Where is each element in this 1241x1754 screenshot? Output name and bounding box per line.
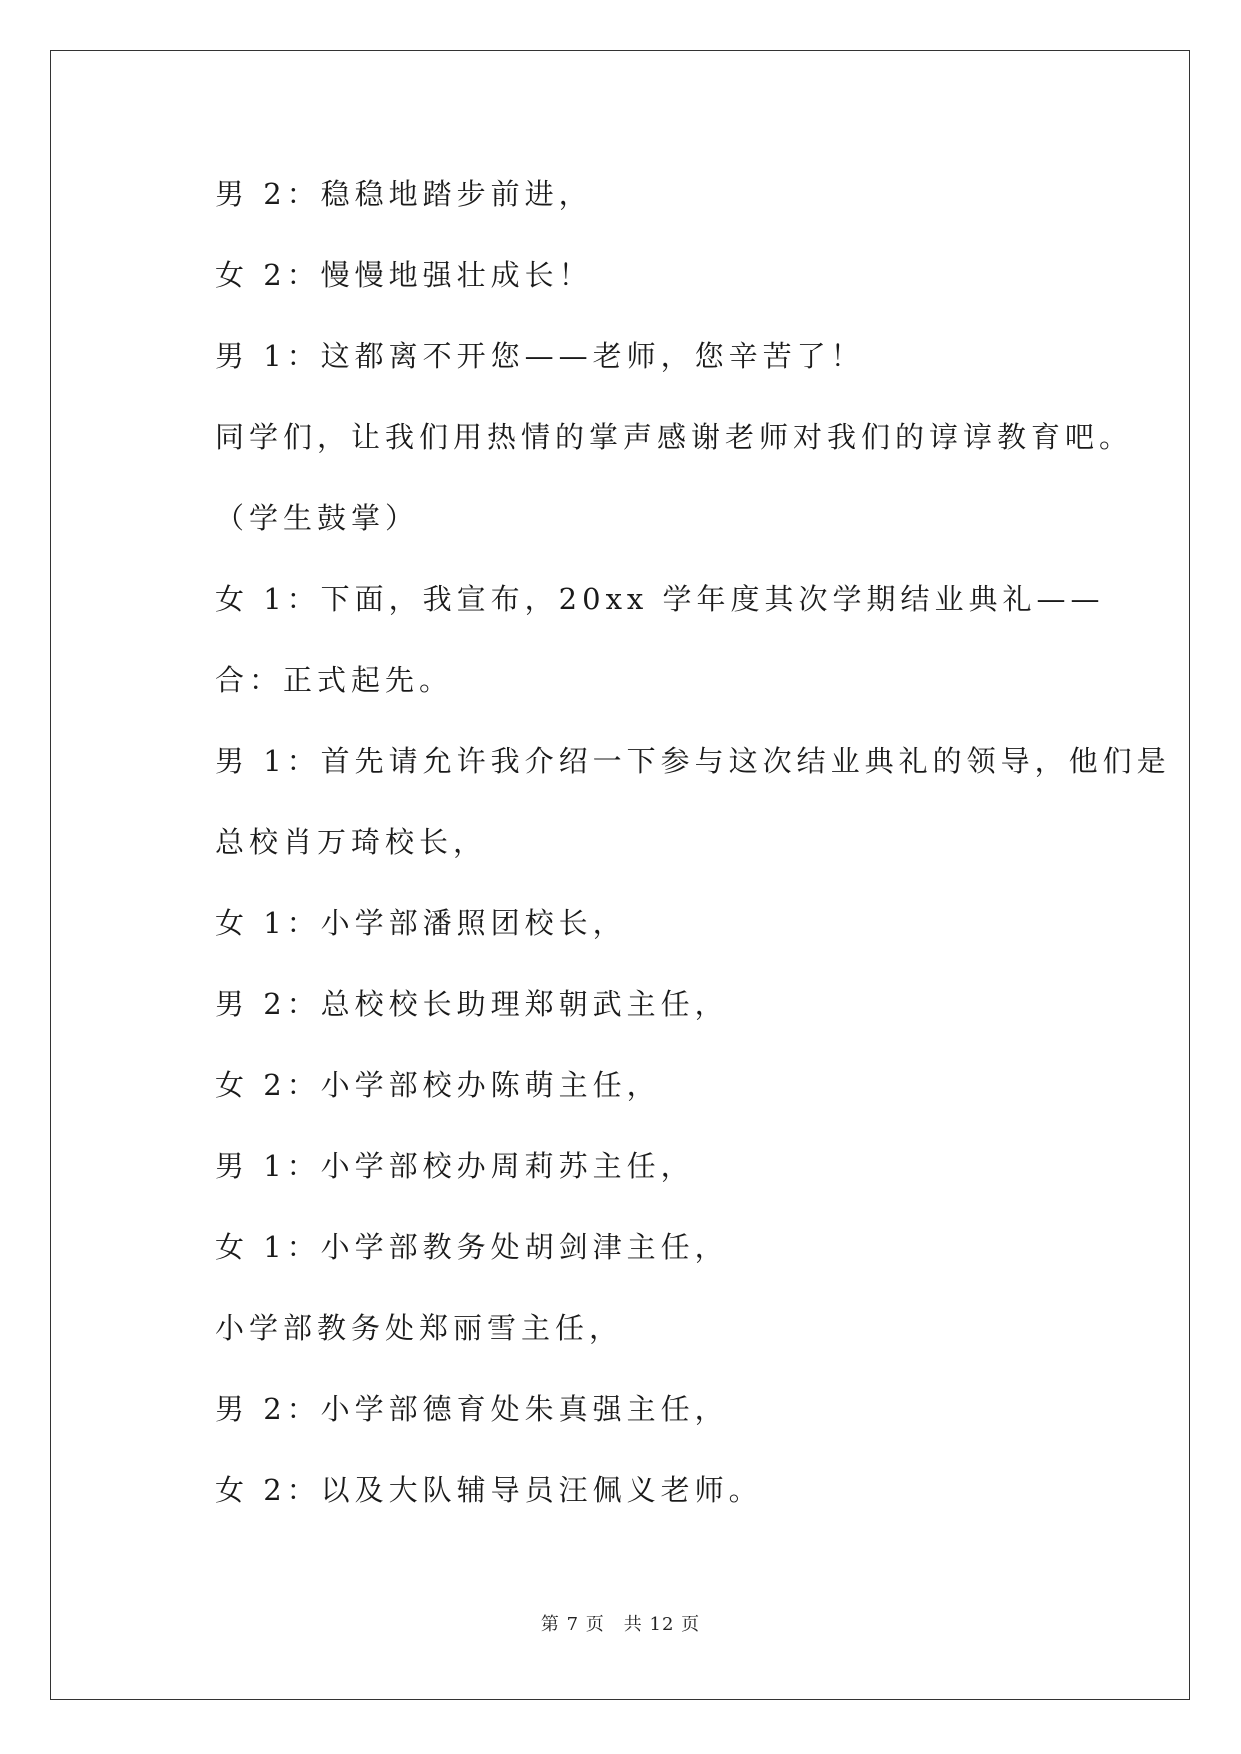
text-line: 男 1：这都离不开您——老师，您辛苦了！ — [215, 339, 865, 373]
text-line: 合：正式起先。 — [215, 663, 454, 697]
text-line: 男 2：稳稳地踏步前进， — [215, 177, 593, 211]
text-line: 女 1：小学部教务处胡剑津主任， — [215, 1230, 729, 1264]
document-body — [215, 165, 1171, 1542]
text-line: 男 2：总校校长助理郑朝武主任， — [215, 987, 729, 1021]
text-line: （学生鼓掌） — [215, 501, 420, 535]
text-line: 女 2：慢慢地强壮成长！ — [215, 258, 593, 292]
text-line: 女 1：下面，我宣布，20xx 学年度其次学期结业典礼—— — [215, 582, 1105, 616]
text-line: 男 1：首先请允许我介绍一下参与这次结业典礼的领导，他们是 — [215, 744, 1171, 778]
text-line: 女 1：小学部潘照团校长， — [215, 906, 627, 940]
text-line: 男 1：小学部校办周莉苏主任， — [215, 1149, 695, 1183]
page-number-footer: 第 7 页 共 12 页 — [540, 1614, 701, 1635]
text-line: 小学部教务处郑丽雪主任， — [215, 1311, 624, 1345]
text-line: 同学们，让我们用热情的掌声感谢老师对我们的谆谆教育吧。 — [215, 420, 1134, 454]
text-line: 女 2：以及大队辅导员汪佩义老师。 — [215, 1473, 763, 1507]
text-line: 总校肖万琦校长， — [215, 825, 488, 859]
text-line: 女 2：小学部校办陈萌主任， — [215, 1068, 661, 1102]
text-line: 男 2：小学部德育处朱真强主任， — [215, 1392, 729, 1426]
